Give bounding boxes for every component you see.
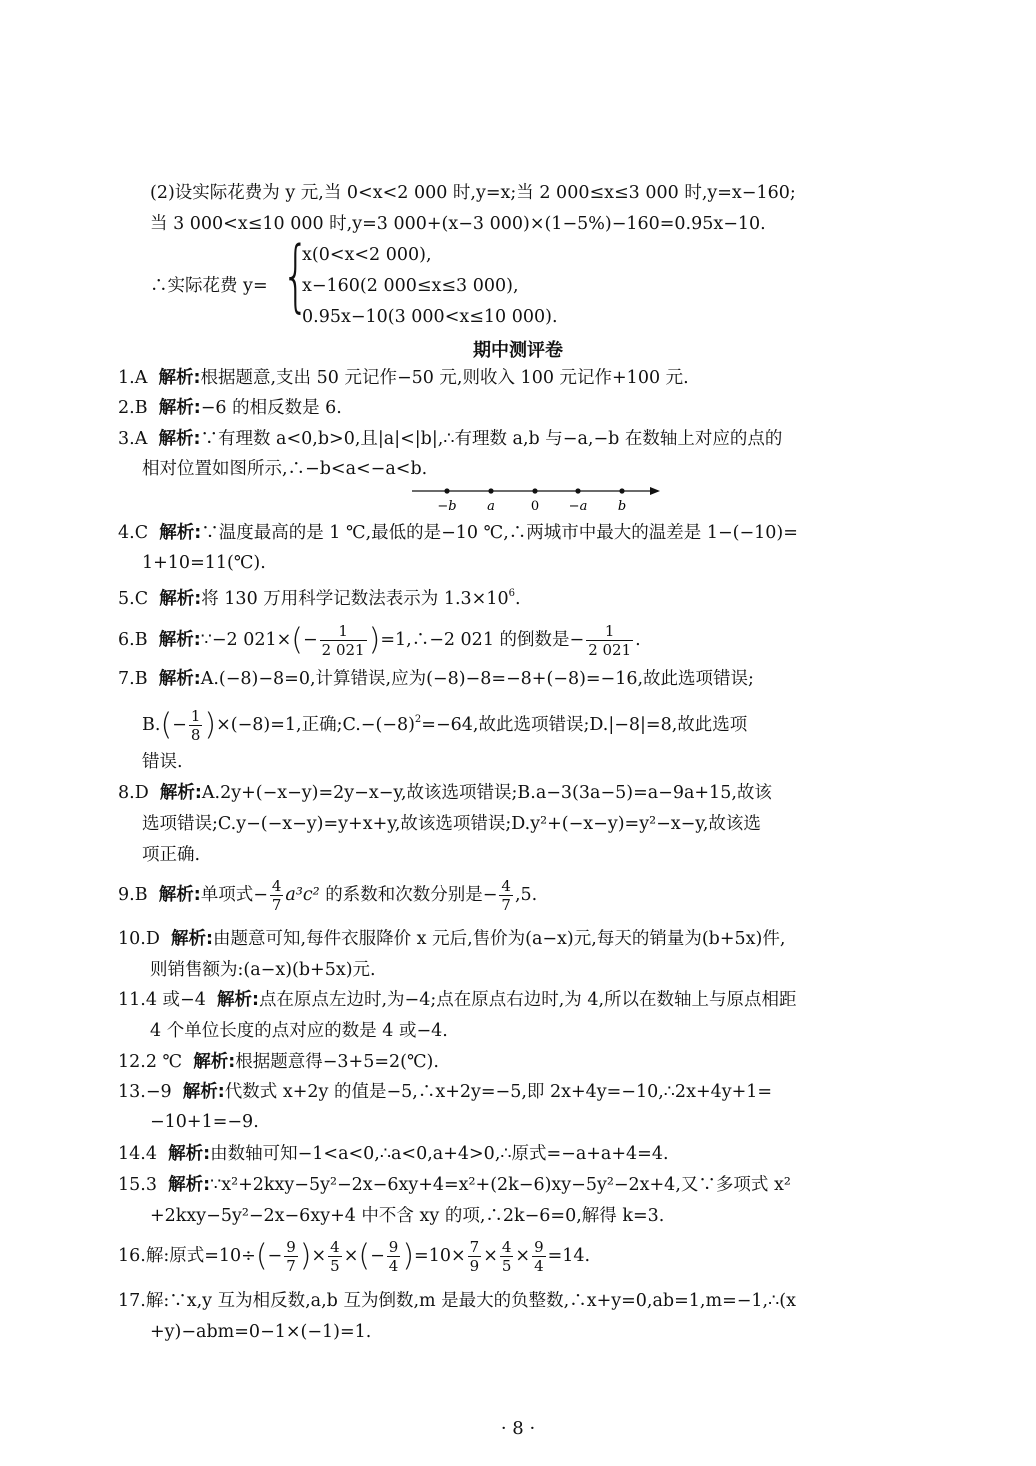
point-zero	[532, 488, 537, 493]
q8-line3: 项正确.	[142, 845, 201, 865]
label-neg-a: −a	[568, 499, 588, 514]
q8: 8.D 解析:A.2y+(−x−y)=2y−x−y,故该选项错误;B.a−3(3a−5)=a−9a+15,故该	[118, 783, 772, 803]
p2-line1: (2)设实际花费为 y 元,当 0<x<2 000 时,y=x;当 2 000≤x≤3 000 时,y=x−160;	[150, 183, 796, 203]
q7-line3: 错误.	[142, 752, 183, 772]
q9: 9.B 解析:单项式− $\frac{4}{7}$ a³c² 的系数和次数分别是− $\frac{4}{7}$ ,5.	[118, 877, 538, 914]
label-zero: 0	[530, 499, 540, 514]
point-neg-a	[575, 488, 580, 493]
q5: 5.C 解析:将 130 万用科学记数法表示为 $1.3\times 10^6$.	[118, 588, 521, 609]
label-a: a	[487, 499, 495, 514]
q11: 11.4 或−4 解析:点在原点左边时,为−4;点在原点右边时,为 4,所以在数轴上与原点相距	[118, 990, 797, 1010]
p2-lead: ∴实际花费 y=	[150, 276, 268, 296]
p2-line2: 当 3 000<x≤10 000 时,y=3 000+(x−3 000)×(1−5%)−160=0.95x−10.	[150, 214, 766, 234]
q3: 3.A 解析:∵有理数 a<0,b>0,且|a|<|b|,∴有理数 a,b 与−a,−b 在数轴上对应的点的	[118, 429, 783, 449]
p2-case3: 0.95x−10(3 000<x≤10 000).	[302, 307, 558, 327]
q15-line2: +2kxy−5y²−2x−6xy+4 中不含 xy 的项,∴2k−6=0,解得 k=3.	[150, 1206, 665, 1226]
q3-line2: 相对位置如图所示,∴−b<a<−a<b.	[142, 459, 428, 479]
q10-line2: 则销售额为:(a−x)(b+5x)元.	[150, 960, 376, 980]
point-neg-b	[444, 488, 449, 493]
q6: 6.B 解析:∵−2 021×(− $\frac{1}{2 021}$ )=1,∴−2 021 的倒数是− $\frac{1}{2 021}$ .	[118, 622, 641, 659]
piecewise-brace: {	[282, 231, 310, 321]
number-line-diagram	[410, 482, 670, 518]
point-b	[619, 488, 624, 493]
q1: 1.A 解析:根据题意,支出 50 元记作−50 元,则收入 100 元记作+100 元.	[118, 368, 689, 388]
q4: 4.C 解析:∵温度最高的是 1 ℃,最低的是−10 ℃,∴两城市中最大的温差是 1−(−10)=	[118, 523, 798, 543]
point-a	[488, 488, 493, 493]
q7: 7.B 解析:A.(−8)−8=0,计算错误,应为(−8)−8=−8+(−8)=−16,故此选项错误;	[118, 669, 754, 689]
label-b: b	[617, 499, 627, 514]
q7-line2: B.(− $\frac{1}{8}$ )×(−8)=1,正确$;C.-(-8)^2=-64$,故此选项错误;D.|−8|=8,故此选项	[142, 707, 748, 744]
q15: 15.3 解析:∵x²+2kxy−5y²−2x−6xy+4=x²+(2k−6)xy−5y²−2x+4,又∵多项式 x²	[118, 1175, 791, 1195]
q17-line2: +y)−abm=0−1×(−1)=1.	[150, 1322, 372, 1342]
q17: 17.解:∵x,y 互为相反数,a,b 互为倒数,m 是最大的负整数,∴x+y=0,ab=1,m=−1,∴(x	[118, 1291, 796, 1311]
page-number: · 8 ·	[500, 1418, 536, 1439]
q13: 13.−9 解析:代数式 x+2y 的值是−5,∴x+2y=−5,即 2x+4y=−10,∴2x+4y+1=	[118, 1082, 773, 1102]
p2-case2: x−160(2 000≤x≤3 000),	[302, 276, 519, 296]
q10: 10.D 解析:由题意可知,每件衣服降价 x 元后,售价为(a−x)元,每天的销量为(b+5x)件,	[118, 929, 786, 949]
section-title: 期中测评卷	[473, 340, 563, 361]
q13-line2: −10+1=−9.	[150, 1112, 259, 1132]
q16: 16.解:原式=10÷(− $\frac{9}{7}$ )× $\frac{4}{5}$ ×(− $\frac{9}{4}$ )=10× $\frac{7}{9}$ × $\frac{4}{5}$ × $\frac{9}{4}$ =14.	[118, 1238, 591, 1275]
p2-case1: x(0<x<2 000),	[302, 245, 432, 265]
q2: 2.B 解析:−6 的相反数是 6.	[118, 398, 342, 418]
q11-line2: 4 个单位长度的点对应的数是 4 或−4.	[150, 1021, 448, 1041]
q8-line2: 选项错误;C.y−(−x−y)=y+x+y,故该选项错误;D.y²+(−x−y)=y²−x−y,故该选	[142, 814, 761, 834]
q12: 12.2 ℃ 解析:根据题意得−3+5=2(℃).	[118, 1052, 439, 1072]
q4-line2: 1+10=11(℃).	[142, 553, 266, 573]
label-neg-b: −b	[437, 499, 457, 514]
q14: 14.4 解析:由数轴可知−1<a<0,∴a<0,a+4>0,∴原式=−a+a+4=4.	[118, 1144, 669, 1164]
